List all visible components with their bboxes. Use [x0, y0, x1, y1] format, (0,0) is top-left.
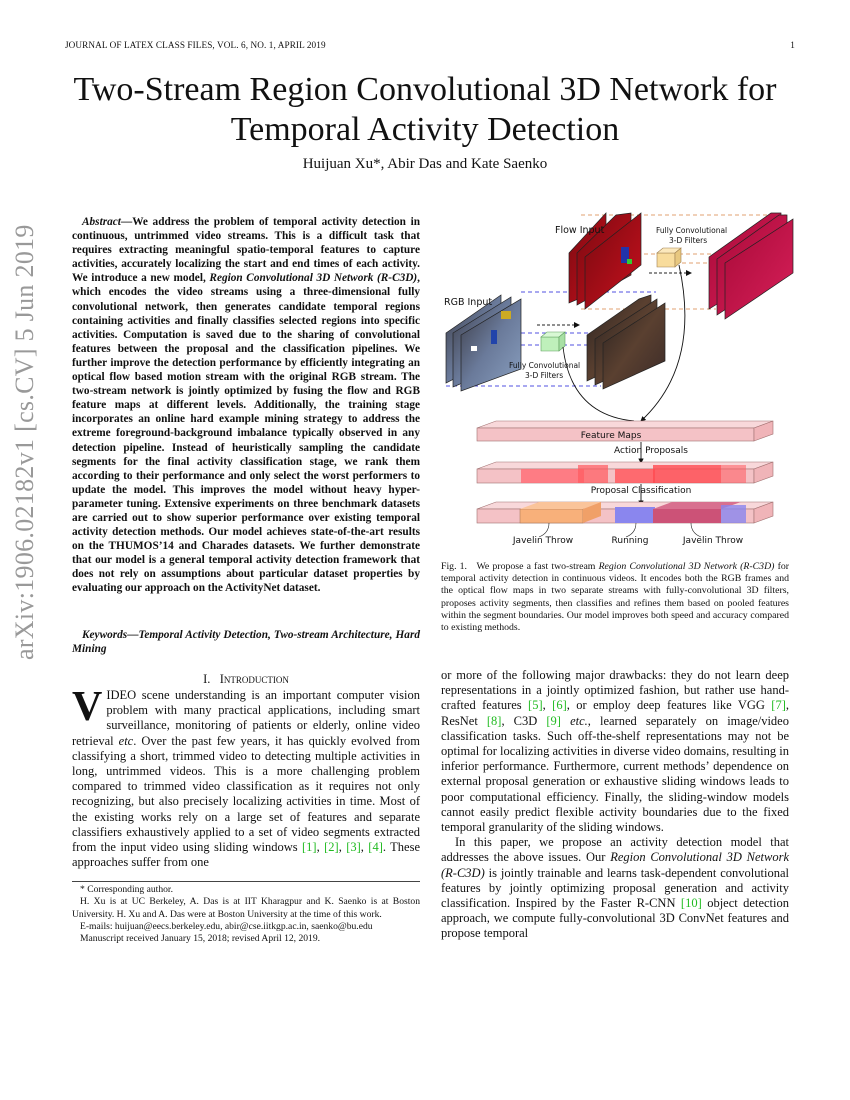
title-line-1: Two-Stream Region Convolutional 3D Network for	[73, 71, 777, 108]
body-text: In this paper, we propose an activity detection model that addresses the above issues. Our	[441, 835, 789, 865]
action-proposals-label: Action Proposals	[614, 446, 688, 456]
proposal-classification-label: Proposal Classification	[590, 486, 692, 496]
feature-maps-label: Feature Maps	[580, 431, 642, 441]
section-title: Introduction	[219, 672, 289, 686]
footnote-emails: E-mails: huijuan@eecs.berkeley.edu, abir@cse.iitkgp.ac.in, saenko@bu.edu	[80, 920, 373, 932]
output-label-javelin-2: Javelin Throw	[682, 536, 744, 546]
filter-bottom-label-2: 3-D Filters	[525, 371, 564, 380]
output-label-javelin-1: Javelin Throw	[512, 536, 574, 546]
title-line-2: Temporal Activity Detection	[230, 111, 620, 148]
intro-text: IDEO scene understanding is an important computer vision problem with many practical applications, including smart surveillance, monitoring of patients or elderly, online video retrieval	[72, 688, 420, 748]
journal-name: JOURNAL OF LATEX CLASS FILES, VOL. 6, NO. 1, APRIL 2019	[65, 40, 326, 50]
citation-link[interactable]: [2]	[324, 840, 339, 855]
citation-link[interactable]: [4]	[368, 840, 383, 855]
body-text: , or employ deep features like VGG	[566, 698, 772, 713]
rgb-input-frames	[446, 295, 521, 391]
intro-paragraph: VIDEO scene understanding is an important computer vision problem with many practical applications, including smart surveillance, monitoring of patients or elderly, online video retrieval etc. Over the past few years, it has quickly evolved from classifying a short, trimmed video to detecting multiple activities in long, untrimmed videos. This is a more challenging problem compared to trimmed video classification as it requires not only recognizing, but also precisely localizing activities in time. Most of the existing works rely on a large set of features and separate classifiers exhaustively applied to a set of video segments extracted from the input video using sliding windows [1], [2], [3], [4]. These approaches suffer from one	[72, 684, 421, 870]
abstract-text-a: —We address the problem of temporal activity detection in continuous, untrimmed video streams. This is a difficult task that requires extracting meaningful spatio-temporal features to capture activities, accurately localizing the start and end times of each activity. We introduce a new model,	[72, 216, 420, 285]
flow-input-label: Flow Input	[555, 225, 605, 236]
filter-cube-top	[657, 248, 681, 267]
filter-top-label-1: Fully Convolutional	[656, 226, 728, 235]
paragraph: or more of the following major drawbacks: they do not learn deep representations in a jointly optimized fashion, but rather use hand-crafted features [5], [6], or employ deep features like VGG [7], ResNet [8], C3D [9] etc., learned separately on image/video classification tasks. Such off-the-shelf representations may not be optimal for localizing activities in diverse video domains, resulting in inferior performance. Furthermore, current methods’ dependence on external proposal generation or exhaustive sliding windows leads to poor computational efficiency. Finally, the sliding-window models cannot easily predict flexible activity boundaries due to the fixed temporal granularity of the sliding windows.	[441, 668, 789, 835]
citation-link[interactable]: [10]	[680, 896, 702, 911]
citation-link[interactable]: [5]	[528, 698, 543, 713]
abstract-label: Abstract	[82, 216, 121, 228]
intro-etc: etc	[118, 733, 134, 748]
paragraph	[441, 835, 789, 941]
page-number: 1	[790, 40, 795, 50]
figure-1	[441, 205, 801, 550]
caption-label: Fig. 1.	[441, 561, 468, 572]
footnote-affiliations: H. Xu is at UC Berkeley, A. Das is at IIT Kharagpur and K. Saenko is at Boston University. H. Xu and A. Das were at Boston University at the time of this work.	[72, 896, 420, 920]
body-text: object detection approach, we compute fully-convolutional 3D ConvNet features and propose temporal	[441, 896, 789, 941]
body-text: , C3D	[501, 713, 547, 728]
architecture-diagram	[441, 205, 801, 550]
body-text: , learned separately on image/video classification tasks. Such off-the-shelf representations may not be optimal for localizing activities in diverse video domains, resulting in inferior performance. Furthermore, current methods’ dependence on external proposal generation or exhaustive sliding windows leads to poor computational efficiency. Finally, the sliding-window models cannot easily predict flexible activity boundaries due to the fixed temporal granularity of the sliding windows.	[441, 713, 789, 835]
dropcap: V	[72, 684, 103, 730]
right-column-body	[441, 668, 789, 942]
body-model-name: Region Convolutional 3D Network (R-C3D)	[441, 850, 789, 880]
abstract	[72, 215, 420, 596]
caption-text: for temporal activity detection in continuous videos. It encodes both the RGB frames and the optical flow maps in two separate streams with fully-convolutional 3D filters, proposes activity segments, then classifies and refines them based on pooled features within the segment boundaries. Our model improves both speed and accuracy compared to existing methods.	[441, 561, 789, 634]
running-header	[65, 40, 795, 50]
rgb-input-label: RGB Input	[444, 297, 493, 308]
output-label-running: Running	[611, 536, 649, 546]
section-heading	[72, 672, 420, 687]
filter-bottom-label-1: Fully Convolutional	[509, 361, 581, 370]
author-list: Huijuan Xu*, Abir Das and Kate Saenko	[302, 156, 548, 172]
filter-cube-bottom	[541, 332, 565, 351]
proposals-bar	[477, 462, 773, 483]
footnote-manuscript: Manuscript received January 15, 2018; revised April 12, 2019.	[80, 933, 321, 945]
figure-caption	[441, 561, 789, 634]
footnote-corresponding: * Corresponding author.	[80, 884, 173, 895]
citation-link[interactable]: [8]	[486, 713, 502, 728]
caption-model-name: Region Convolutional 3D Network (R-C3D)	[598, 561, 775, 572]
keywords: Keywords—Temporal Activity Detection, Two-stream Architecture, Hard Mining	[72, 629, 420, 656]
caption-text: We propose a fast two-stream	[476, 561, 599, 572]
filter-top-label-2: 3-D Filters	[669, 236, 708, 245]
paper-title	[0, 70, 850, 150]
footnote-rule	[72, 881, 420, 882]
intro-text: . These approaches suffer from one	[72, 840, 421, 870]
body-text: , ResNet	[441, 698, 789, 728]
section-number: I.	[203, 672, 211, 686]
citation-link[interactable]: [7]	[771, 698, 786, 713]
citation-link[interactable]: [9]	[546, 713, 561, 728]
body-text: is jointly trainable and learns task-dependent convolutional features by jointly optimizing proposal generation and activity classification. Inspired by the Faster R-CNN	[441, 865, 789, 911]
classification-bar	[477, 502, 773, 523]
citation-link[interactable]: [3]	[346, 840, 361, 855]
body-etc: etc.	[570, 713, 588, 728]
intro-text: . Over the past few years, it has quickly evolved from classifying a short, trimmed video to detecting multiple activities in long, untrimmed videos. This is a more challenging problem compared to trimmed video classification as it requires not only recognizing, but also precisely localizing activities in time. Most of the existing works rely on a large set of features and separate classifiers exhaustively applied to a set of video segments extracted from the input video using sliding windows	[72, 733, 421, 855]
footnotes	[72, 884, 420, 945]
citation-link[interactable]: [1]	[302, 840, 317, 855]
abstract-model-name: Region Convolutional 3D Network (R-C3D)	[209, 272, 418, 285]
arxiv-stamp: arXiv:1906.02182v1 [cs.CV] 5 Jun 2019	[10, 224, 39, 660]
body-text: or more of the following major drawbacks: they do not learn deep representations in a jointly optimized fashion, but rather use hand-crafted features	[441, 668, 789, 713]
abstract-text-b: , which encodes the video streams using a three-dimensional fully convolutional network, then generates candidate temporal regions containing activities and finally classifies selected regions into specific activities. Computation is saved due to the sharing of convolutional features between the proposal and the classification pipelines. We further improve the detection performance by efficiently integrating an optical flow based motion stream with the original RGB stream. The two-stream network is jointly optimized by fusing the flow and RGB feature maps at different levels. Additionally, the training stage incorporates an online hard example mining strategy to address the extreme foreground-background imbalance typically observed in any detection pipeline. Instead of heuristically sampling the candidate segments for the final activity classification stage, we rank them according to their performance and only select the worst performers to update the model. This improves the model without heavy hyper-parameter tuning. Extensive experiments on three benchmark datasets are carried out to show superior performance over existing temporal activity detection methods. Our model achieves state-of-the-art results on the THUMOS’14 and Charades datasets. We further demonstrate that our model is a general temporal activity detection framework that does not rely on assumptions about particular dataset properties by evaluating our approach on the ActivityNet dataset.	[72, 272, 420, 595]
citation-link[interactable]: [6]	[552, 698, 567, 713]
